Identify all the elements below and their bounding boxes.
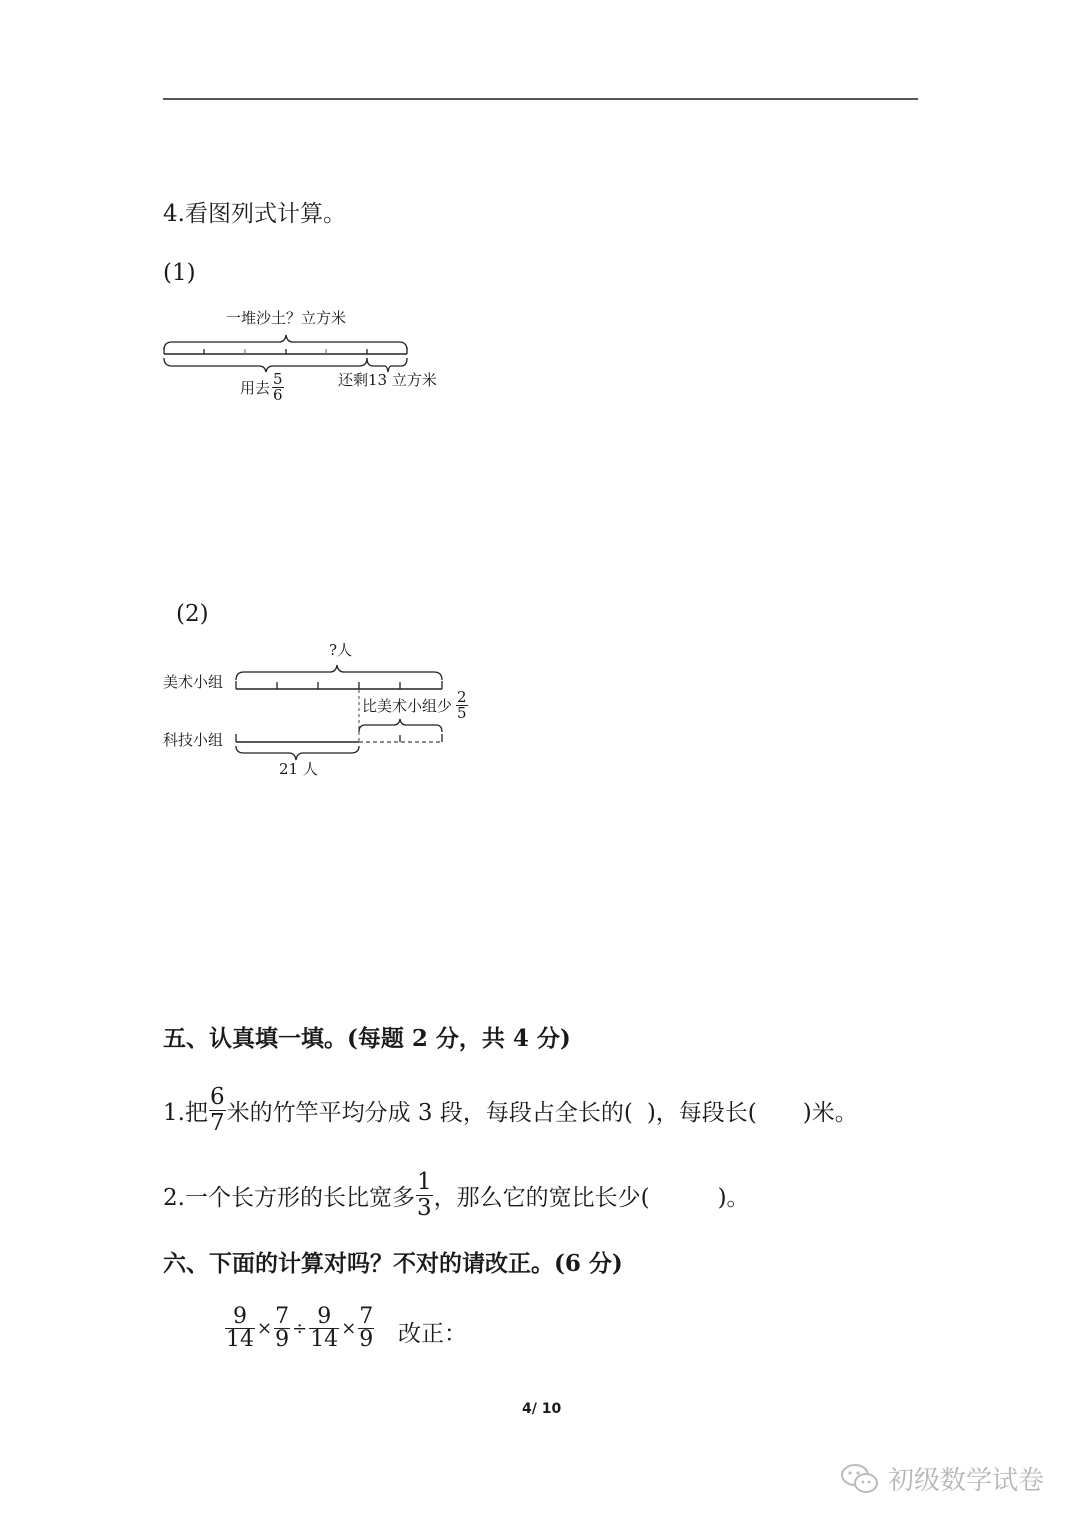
section-6-title: 六、下面的计算对吗？不对的请改正。(6 分) [163,1250,623,1277]
denominator: 9 [359,1327,374,1352]
section-5-title: 五、认真填一填。(每题 2 分，共 4 分) [163,1025,571,1052]
numerator: 6 [209,1084,225,1110]
used-text: 用去 [240,379,271,397]
numerator: 9 [317,1304,332,1329]
multiply-operator: × [341,1318,357,1339]
sand-total-label: 一堆沙土？立方米 [226,309,347,327]
expr-fraction-1 [225,1306,255,1351]
multiply-operator: × [257,1318,273,1339]
watermark [840,1460,1044,1497]
less-label [362,690,469,721]
q1-text-c: )米。 [802,1100,858,1126]
expression-to-check [224,1306,375,1351]
divide-operator: ÷ [292,1318,308,1339]
q1-fraction [209,1085,226,1136]
denominator: 14 [310,1327,339,1352]
denominator: 14 [226,1327,254,1352]
numerator: 9 [233,1304,247,1329]
q1-text-b: )，每段长( [646,1100,757,1126]
numerator: 2 [457,688,467,706]
q2-prefix: 2.一个长方形的长比宽多 [163,1185,415,1211]
part-2-label: (2) [176,601,209,627]
denominator: 6 [273,386,283,404]
section-5-question-1 [163,1085,858,1136]
section-5-question-2 [163,1170,750,1221]
q1-text-a: 米的竹竿平均分成 3 段，每段占全长的( [226,1100,633,1126]
numerator: 1 [416,1169,432,1195]
watermark-text: 初级数学试卷 [888,1466,1045,1496]
remaining-label: 还剩13 立方米 [338,371,437,389]
expr-fraction-4 [358,1306,374,1351]
less-fraction [456,690,468,721]
q2-text-b: )。 [717,1185,750,1211]
art-group-label: 美术小组 [163,673,224,691]
denominator: 7 [209,1110,225,1136]
denominator: 9 [275,1327,290,1352]
numerator: 7 [359,1304,374,1329]
wechat-icon [840,1462,880,1496]
expr-fraction-2 [274,1306,290,1351]
science-count-label: 21 人 [279,760,318,778]
less-text: 比美术小组少 [362,697,453,715]
part-1-label: (1) [163,260,196,286]
art-total-label: ?人 [329,641,353,659]
q2-text-a: ，那么它的宽比长少( [433,1185,650,1211]
denominator: 5 [457,704,467,722]
denominator: 3 [416,1195,432,1221]
question-4-title: 4.看图列式计算。 [163,201,346,227]
correction-label: 改正： [398,1321,467,1347]
q2-fraction [416,1170,433,1221]
page-number: 4/ 10 [522,1401,562,1417]
expr-fraction-3 [309,1306,339,1351]
science-group-label: 科技小组 [163,731,224,749]
q1-prefix: 1.把 [163,1100,208,1126]
numerator: 5 [273,370,283,388]
numerator: 7 [275,1304,290,1329]
